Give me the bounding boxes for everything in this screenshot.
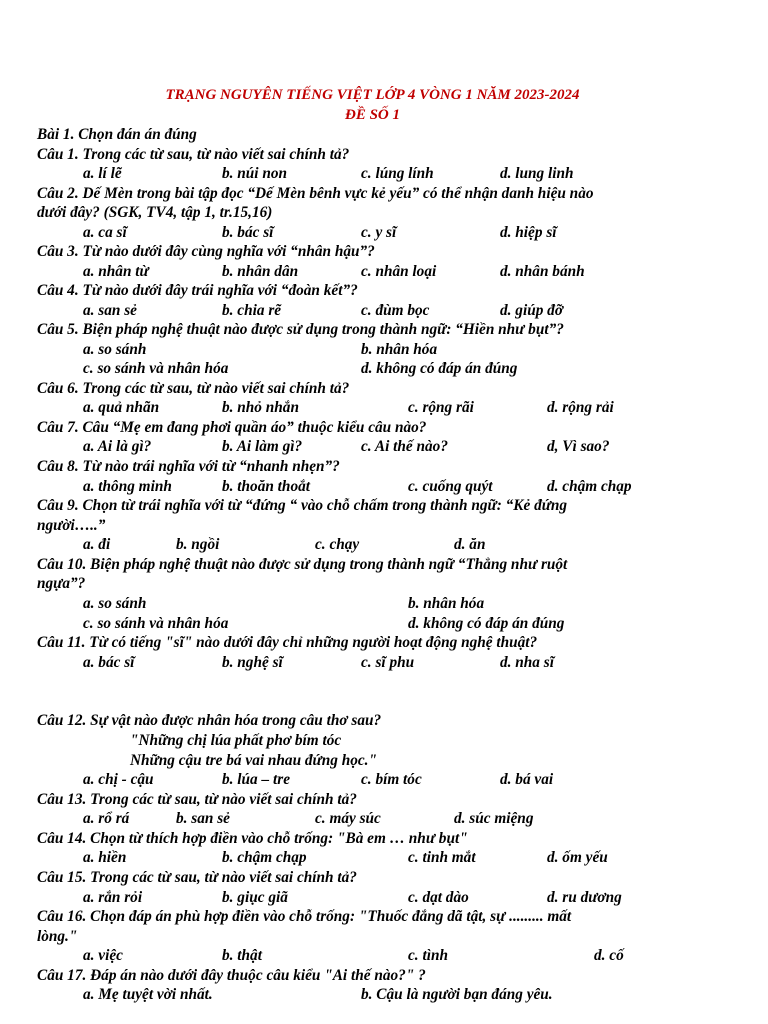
option-c: c. cuống quýt bbox=[408, 478, 493, 495]
option-a: a. ca sĩ bbox=[83, 224, 127, 241]
question-text: Câu 3. Từ nào dưới đây cùng nghĩa với “nhân hậu”? bbox=[37, 243, 375, 260]
option-a: a. Mẹ tuyệt vời nhất. bbox=[83, 986, 213, 1003]
option-a: a. Ai là gì? bbox=[83, 438, 152, 455]
question-text-continued: ngựa”? bbox=[37, 575, 86, 592]
option-c: c. đùm bọc bbox=[361, 302, 430, 319]
option-d: d. rộng rải bbox=[547, 399, 614, 416]
option-b: b. thoăn thoắt bbox=[222, 478, 310, 495]
option-c: c. chạy bbox=[315, 536, 360, 553]
document-subtitle: ĐỀ SỐ 1 bbox=[344, 107, 400, 123]
option-b: b. chia rẽ bbox=[222, 302, 282, 319]
option-a: a. thông minh bbox=[83, 478, 172, 495]
option-c: c. máy súc bbox=[315, 810, 381, 827]
question-text: Câu 12. Sự vật nào được nhân hóa trong câu thơ sau? bbox=[37, 712, 382, 729]
option-a: a. rắn rỏi bbox=[83, 889, 143, 906]
option-a: a. nhân từ bbox=[83, 263, 149, 280]
option-b: b. ngồi bbox=[176, 536, 220, 553]
question-text: Câu 9. Chọn từ trái nghĩa với từ “đứng “ vào chỗ chấm trong thành ngữ: “Kẻ đứng bbox=[37, 497, 568, 514]
option-c: c. so sánh và nhân hóa bbox=[83, 360, 229, 377]
option-c: c. rộng rãi bbox=[408, 399, 474, 416]
option-c: c. dạt dào bbox=[408, 889, 469, 906]
option-d: d. chậm chạp bbox=[547, 478, 632, 495]
option-d: d. súc miệng bbox=[454, 810, 534, 827]
option-d: d. nhân bánh bbox=[500, 263, 585, 280]
document-title: TRẠNG NGUYÊN TIẾNG VIỆT LỚP 4 VÒNG 1 NĂM 2023-2024 bbox=[165, 87, 580, 103]
question-text: Câu 2. Dế Mèn trong bài tập đọc “Dế Mèn bênh vực kẻ yếu” có thể nhận danh hiệu nào bbox=[37, 185, 594, 202]
question-text-continued: dưới đây? (SGK, TV4, tập 1, tr.15,16) bbox=[37, 204, 273, 221]
poem-line: "Những chị lúa phất phơ bím tóc bbox=[130, 732, 342, 749]
question-text: Câu 16. Chọn đáp án phù hợp điền vào chỗ trống: "Thuốc đắng dã tật, sự ......... mất bbox=[37, 908, 572, 925]
option-b: b. chậm chạp bbox=[222, 849, 307, 866]
option-d: d. không có đáp án đúng bbox=[408, 615, 565, 632]
poem-line: Những cậu tre bá vai nhau đứng học." bbox=[130, 752, 377, 769]
question-text: Câu 15. Trong các từ sau, từ nào viết sai chính tả? bbox=[37, 869, 357, 886]
option-d: d. ru dương bbox=[547, 889, 622, 906]
question-text: Câu 6. Trong các từ sau, từ nào viết sai chính tả? bbox=[37, 380, 350, 397]
option-a: a. san sẻ bbox=[83, 302, 137, 319]
option-d: d. bá vai bbox=[500, 771, 554, 788]
option-b: b. lúa – tre bbox=[222, 771, 290, 788]
question-text: Câu 7. Câu “Mẹ em đang phơi quần áo” thuộc kiểu câu nào? bbox=[37, 419, 427, 436]
question-text: Câu 5. Biện pháp nghệ thuật nào được sử dụng trong thành ngữ: “Hiền như bụt”? bbox=[37, 321, 564, 338]
question-text: Câu 1. Trong các từ sau, từ nào viết sai chính tả? bbox=[37, 146, 350, 163]
question-text: Câu 17. Đáp án nào dưới đây thuộc câu kiểu "Ai thế nào?" ? bbox=[37, 967, 426, 984]
question-text: Câu 8. Từ nào trái nghĩa với từ “nhanh nhẹn”? bbox=[37, 458, 340, 475]
option-d: d. lung linh bbox=[500, 165, 574, 182]
option-c: c. nhân loại bbox=[361, 263, 437, 280]
option-b: b. nhân hóa bbox=[408, 595, 485, 612]
option-c: c. bím tóc bbox=[361, 771, 422, 788]
question-text-continued: người…..” bbox=[37, 517, 106, 534]
option-b: b. san sẻ bbox=[176, 810, 230, 827]
question-text: Câu 10. Biện pháp nghệ thuật nào được sử dụng trong thành ngữ “Thẳng như ruột bbox=[37, 556, 568, 573]
section-heading: Bài 1. Chọn đán án đúng bbox=[37, 126, 197, 143]
option-a: a. quả nhãn bbox=[83, 399, 160, 416]
option-c: c. so sánh và nhân hóa bbox=[83, 615, 229, 632]
option-a: a. bác sĩ bbox=[83, 654, 135, 671]
option-d: d. ăn bbox=[454, 536, 486, 553]
option-d: d. giúp đỡ bbox=[500, 302, 564, 319]
option-d: d. không có đáp án đúng bbox=[361, 360, 518, 377]
option-c: c. sĩ phu bbox=[361, 654, 415, 671]
option-d: d. hiệp sĩ bbox=[500, 224, 557, 241]
question-text: Câu 11. Từ có tiếng "sĩ" nào dưới đây chỉ những người hoạt động nghệ thuật? bbox=[37, 634, 538, 651]
question-text-continued: lòng." bbox=[37, 928, 78, 945]
option-c: c. y sĩ bbox=[361, 224, 397, 241]
option-c: c. Ai thế nào? bbox=[361, 438, 448, 455]
option-a: a. đi bbox=[83, 536, 111, 553]
option-c: c. tình bbox=[408, 947, 448, 964]
option-a: a. so sánh bbox=[83, 595, 147, 612]
option-b: b. nhân dân bbox=[222, 263, 299, 280]
option-b: b. nghệ sĩ bbox=[222, 654, 283, 671]
option-b: b. Ai làm gì? bbox=[222, 438, 303, 455]
option-c: c. tinh mắt bbox=[408, 849, 476, 866]
option-d: d. cố bbox=[594, 947, 624, 964]
question-text: Câu 4. Từ nào dưới đây trái nghĩa với “đoàn kết”? bbox=[37, 282, 358, 299]
option-b: b. núi non bbox=[222, 165, 288, 182]
option-b: b. bác sĩ bbox=[222, 224, 274, 241]
option-a: a. so sánh bbox=[83, 341, 147, 358]
option-c: c. lúng lính bbox=[361, 165, 434, 182]
option-b: b. thật bbox=[222, 947, 262, 964]
option-d: d. nha sĩ bbox=[500, 654, 554, 671]
option-d: d, Vì sao? bbox=[547, 438, 610, 455]
option-a: a. lí lẽ bbox=[83, 165, 122, 182]
option-b: b. giục giã bbox=[222, 889, 288, 906]
option-b: b. Cậu là người bạn đáng yêu. bbox=[361, 986, 553, 1003]
option-b: b. nhỏ nhắn bbox=[222, 399, 299, 416]
option-a: a. chị - cậu bbox=[83, 771, 154, 788]
option-a: a. rổ rá bbox=[83, 810, 130, 827]
question-text: Câu 13. Trong các từ sau, từ nào viết sai chính tả? bbox=[37, 791, 357, 808]
option-a: a. việc bbox=[83, 947, 123, 964]
question-text: Câu 14. Chọn từ thích hợp điền vào chỗ trống: "Bà em … như bụt" bbox=[37, 830, 468, 847]
option-d: d. ốm yếu bbox=[547, 849, 608, 866]
option-b: b. nhân hóa bbox=[361, 341, 438, 358]
option-a: a. hiền bbox=[83, 849, 127, 866]
